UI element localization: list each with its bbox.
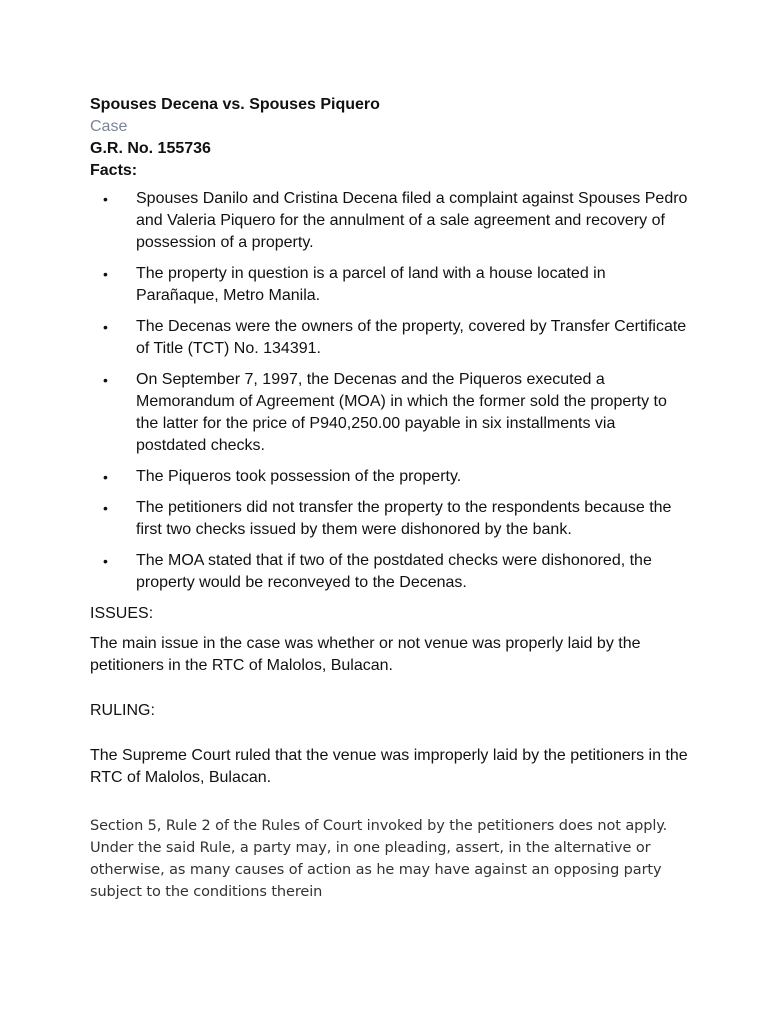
fact-text: The property in question is a parcel of land with a house located in Parañaque, Metro Manila.: [136, 265, 606, 304]
fact-item: [90, 466, 690, 488]
fact-item: [90, 316, 690, 360]
fact-text: The Decenas were the owners of the property, covered by Transfer Certificate of Title (TCT) No. 134391.: [136, 318, 687, 357]
facts-heading: Facts:: [90, 162, 138, 179]
case-title: Spouses Decena vs. Spouses Piquero: [90, 96, 380, 113]
fact-item: [90, 263, 690, 307]
section-paragraph: Section 5, Rule 2 of the Rules of Court invoked by the petitioners does not apply. Under the said Rule, a party may, in one pleading, assert, in the alternative or otherwise, as many causes of action as he may have against an opposing party subject to the conditions therein: [90, 818, 668, 900]
fact-item: [90, 550, 690, 594]
fact-text: The petitioners did not transfer the property to the respondents because the first two checks issued by them were dishonored by the bank.: [136, 499, 672, 538]
bullet-icon: •: [103, 372, 108, 388]
gr-number: G.R. No. 155736: [90, 140, 211, 157]
case-type-label: Case: [90, 118, 128, 135]
issues-heading: ISSUES:: [90, 605, 154, 622]
bullet-icon: •: [103, 553, 108, 569]
fact-text: The MOA stated that if two of the postdated checks were dishonored, the property would be reconveyed to the Decenas.: [136, 552, 652, 591]
bullet-icon: •: [103, 500, 108, 516]
fact-text: On September 7, 1997, the Decenas and the Piqueros executed a Memorandum of Agreement (MOA) in which the former sold the property to the latter for the price of P940,250.00 payable in six installments via postdated checks.: [136, 371, 667, 454]
fact-item: [90, 497, 690, 541]
fact-item: [90, 369, 690, 457]
ruling-text: The Supreme Court ruled that the venue was improperly laid by the petitioners in the RTC of Malolos, Bulacan.: [90, 747, 688, 786]
bullet-icon: •: [103, 191, 108, 207]
facts-list: [90, 188, 690, 594]
fact-text: Spouses Danilo and Cristina Decena filed a complaint against Spouses Pedro and Valeria Piquero for the annulment of a sale agreement and recovery of possession of a property.: [136, 190, 688, 251]
bullet-icon: •: [103, 266, 108, 282]
ruling-heading: RULING:: [90, 702, 155, 719]
issues-text: The main issue in the case was whether or not venue was properly laid by the petitioners in the RTC of Malolos, Bulacan.: [90, 635, 641, 674]
document-page: [90, 94, 690, 903]
fact-text: The Piqueros took possession of the property.: [136, 468, 462, 485]
bullet-icon: •: [103, 319, 108, 335]
fact-item: [90, 188, 690, 254]
bullet-icon: •: [103, 469, 108, 485]
